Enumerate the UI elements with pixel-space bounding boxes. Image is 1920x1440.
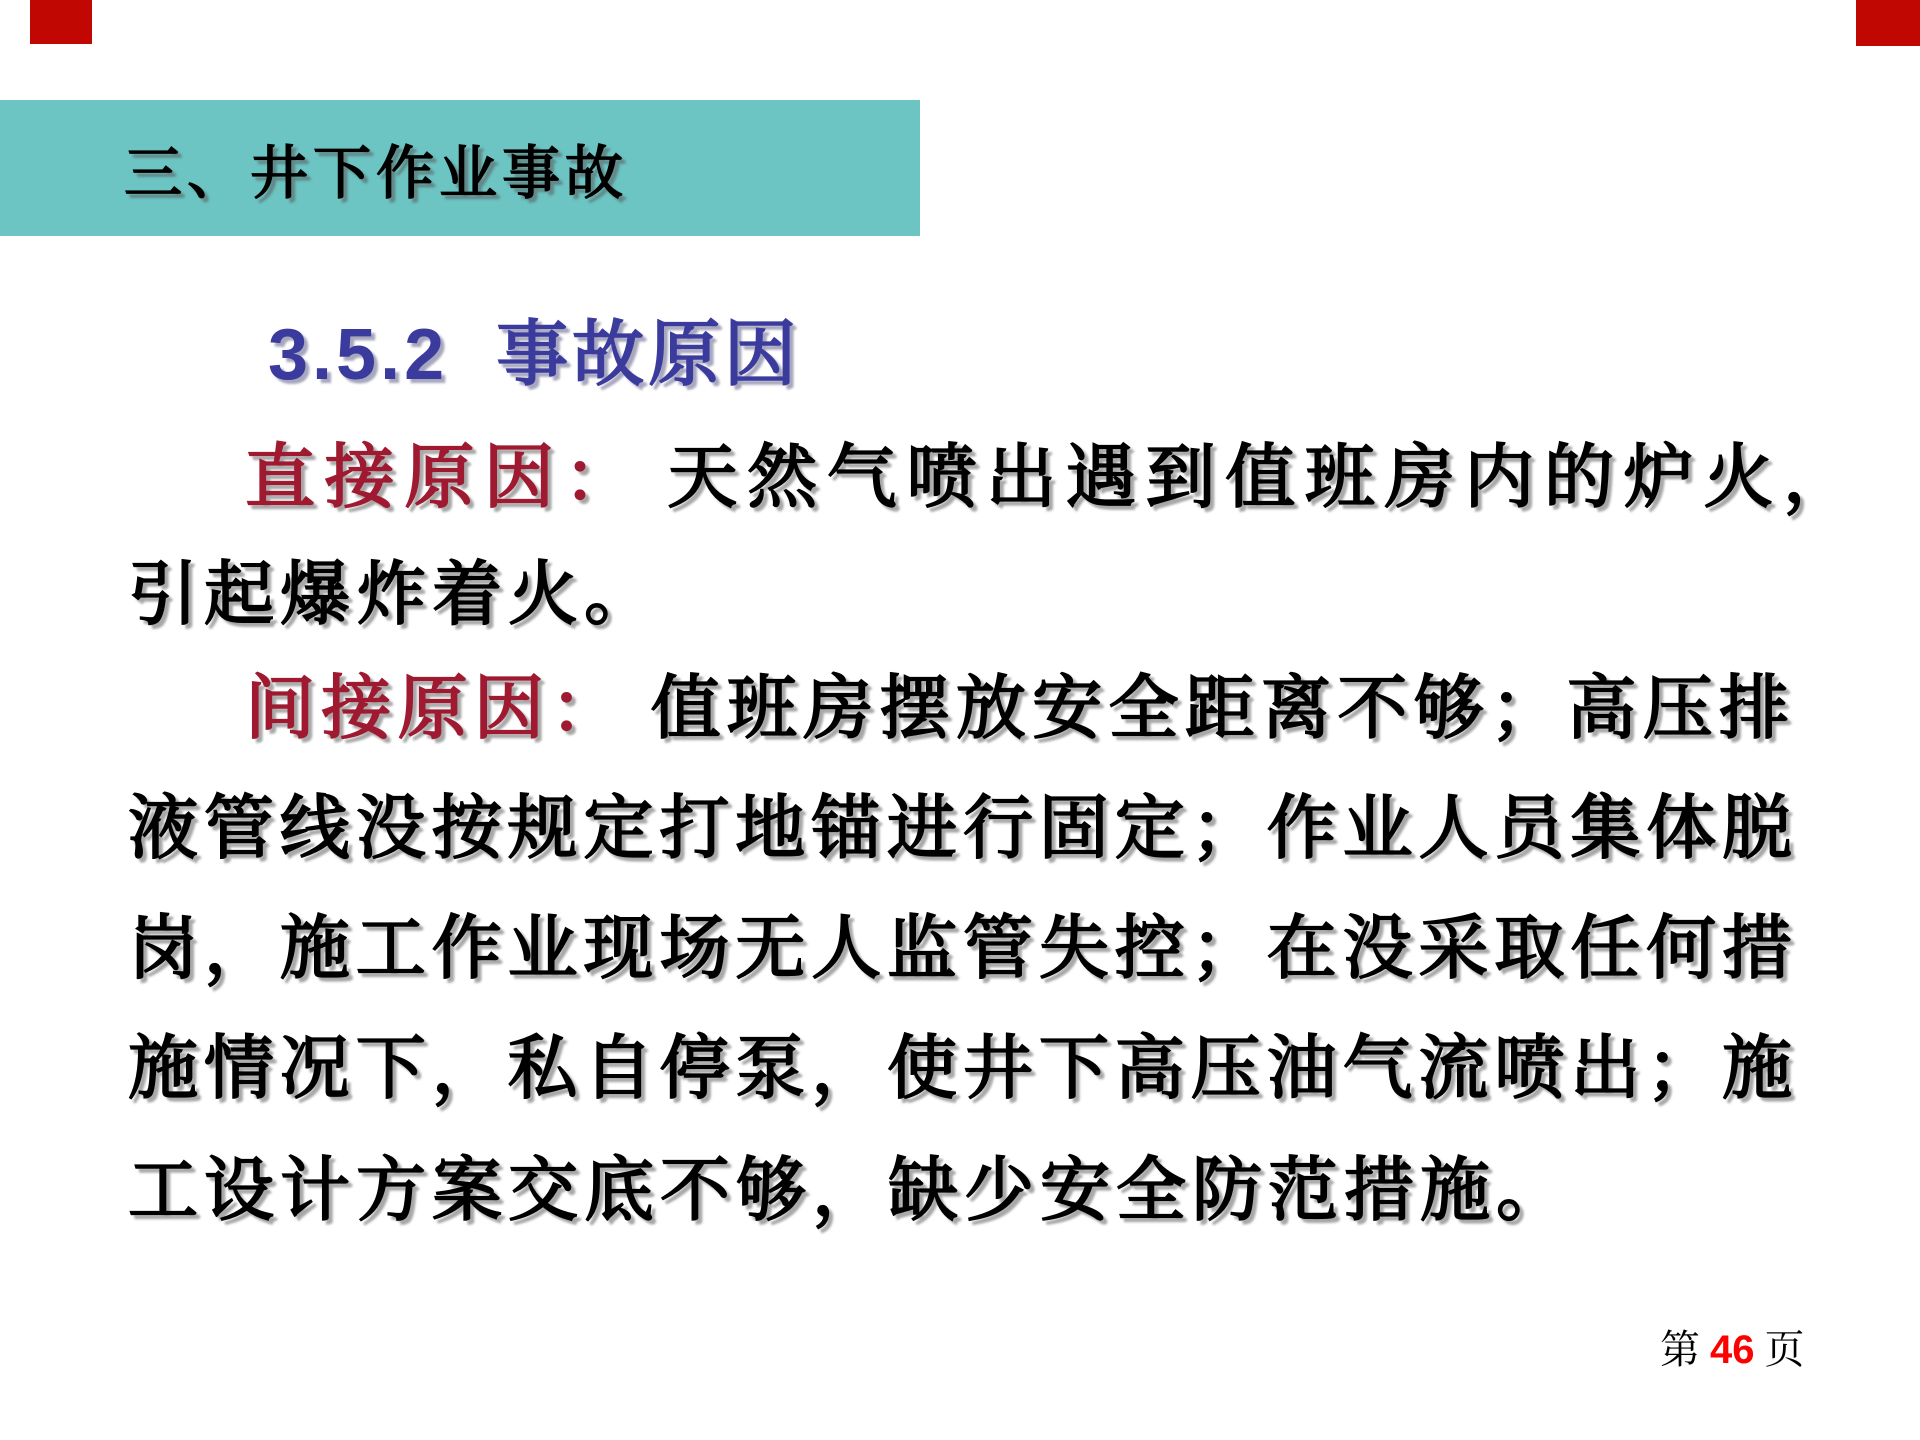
direct-cause-text: 天然气喷出遇到值班房内的炉火， [667,438,1857,516]
indirect-cause-line-2: 液管线没按规定打地锚进行固定；作业人员集体脱 [128,789,1796,867]
section-heading: 3.5.2 事故原因 [268,315,801,395]
indirect-cause-line-3: 岗，施工作业现场无人监管失控；在没采取任何措 [128,909,1796,987]
page-footer-prefix: 第 [1660,1327,1700,1372]
page-footer [1660,1318,1805,1375]
section-header-title: 三、井下作业事故 [124,141,629,206]
page-footer-suffix: 页 [1764,1327,1805,1372]
direct-cause-line-2: 引起爆炸着火。 [128,555,660,633]
section-header-bar [0,100,920,236]
indirect-cause-line-1 [245,668,1793,749]
indirect-cause-line-5: 工设计方案交底不够，缺少安全防范措施。 [128,1151,1572,1229]
direct-cause-label: 直接原因： [245,438,644,516]
corner-accent-right-decoration [1856,0,1920,46]
indirect-cause-line-4: 施情况下，私自停泵，使井下高压油气流喷出；施 [128,1029,1796,1107]
corner-accent-left-decoration [30,0,92,44]
indirect-cause-text: 值班房摆放安全距离不够；高压排 [650,669,1794,747]
direct-cause-line-1 [245,437,1857,518]
page-number: 46 [1710,1328,1755,1372]
indirect-cause-label: 间接原因： [245,669,627,747]
